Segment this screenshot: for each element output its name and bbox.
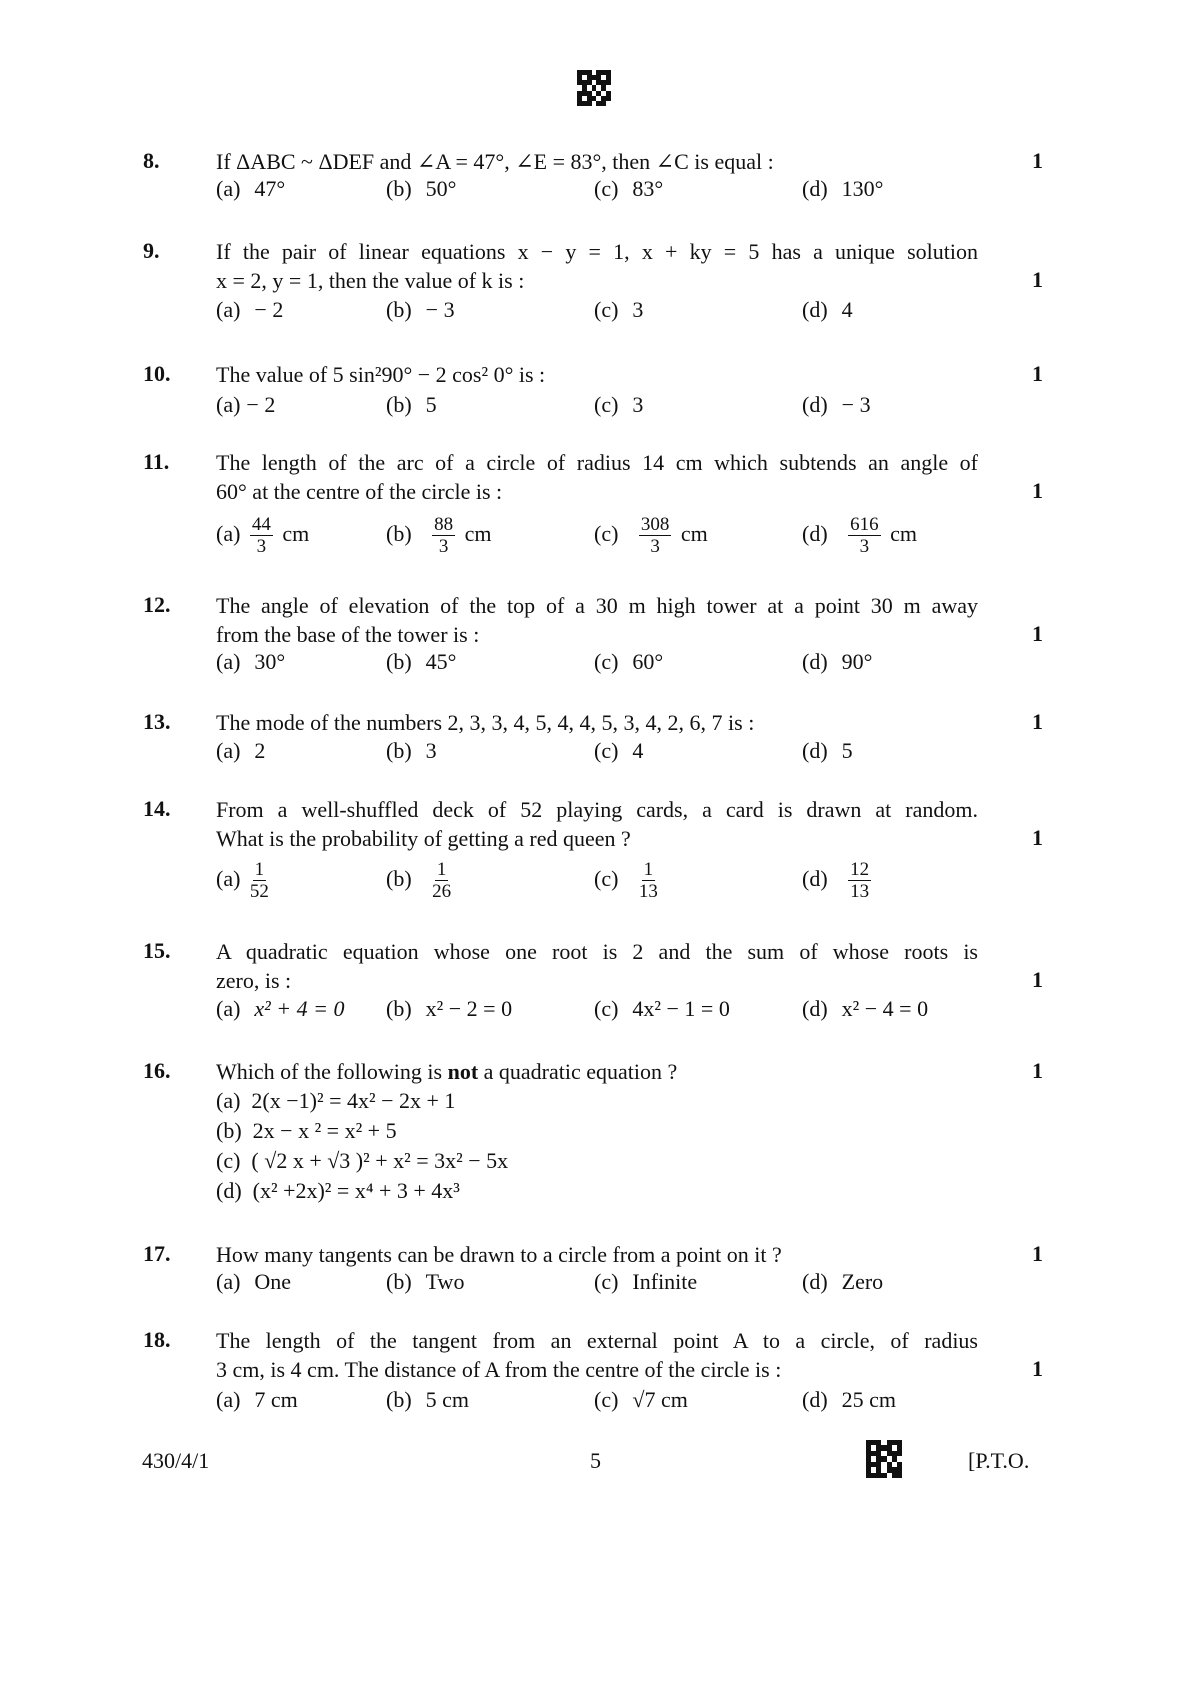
option-a: (a) 30°: [216, 649, 286, 674]
option-b: (b) 2x − x ² = x² + 5: [216, 1118, 397, 1143]
option-c: (c) $\frac{1}{13}$: [594, 859, 658, 903]
question-text-line-1: If the pair of linear equations x − y = 1, x + ky = 5 has a unique solution: [216, 239, 978, 264]
qr-code-bottom: [866, 1440, 902, 1478]
option-c: (c) 4: [594, 738, 644, 763]
option-b: (b) − 3: [386, 297, 455, 322]
fraction: $\frac{44}{3}$: [251, 514, 271, 558]
option-b: (b) $\frac{88}{3}$ cm: [386, 514, 492, 558]
marks: 1: [1032, 1356, 1043, 1381]
option-d: (d) − 3: [802, 392, 871, 417]
option-a: (a) 2: [216, 738, 266, 763]
option-c: (c) 3: [594, 297, 644, 322]
fraction: $\frac{308}{3}$: [640, 514, 670, 558]
question-text-line-2: zero, is :: [216, 968, 292, 993]
options: [216, 296, 976, 326]
fraction: $\frac{1}{52}$: [249, 859, 269, 903]
option-c: (c) ( √2 x + √3 )² + x² = 3x² − 5x: [216, 1148, 509, 1173]
marks: 1: [1032, 967, 1043, 992]
option-a: (a) 2(x −1)² = 4x² − 2x + 1: [216, 1088, 456, 1113]
option-d: (d) 5: [802, 738, 853, 763]
options: [216, 648, 976, 678]
option-d: (d) x² − 4 = 0: [802, 996, 929, 1021]
marks: 1: [1032, 267, 1043, 292]
option-c: (c) √7 cm: [594, 1387, 688, 1412]
option-b: (b) 45°: [386, 649, 457, 674]
question-text: Which of the following is not a quadratic equation ?: [216, 1059, 678, 1084]
option-a: (a) x² + 4 = 0: [216, 996, 345, 1021]
option-c: (c) 3: [594, 392, 644, 417]
marks: 1: [1032, 1241, 1043, 1266]
question-number: 9.: [143, 238, 160, 263]
question-text-line-2: x = 2, y = 1, then the value of k is :: [216, 268, 525, 293]
option-d: (d) Zero: [802, 1269, 884, 1294]
fraction: $\frac{12}{13}$: [850, 859, 870, 903]
option-d: (d) 25 cm: [802, 1387, 897, 1412]
fraction: $\frac{1}{26}$: [432, 859, 452, 903]
option-c: (c) 60°: [594, 649, 664, 674]
marks: 1: [1032, 1058, 1043, 1083]
marks: 1: [1032, 621, 1043, 646]
option-a: (a) 47°: [216, 176, 286, 201]
marks: 1: [1032, 361, 1043, 386]
option-a: (a) − 2: [216, 297, 284, 322]
question-text-line-2: What is the probability of getting a red queen ?: [216, 826, 631, 851]
paper-code: 430/4/1: [142, 1448, 210, 1473]
question-text: If ΔABC ~ ΔDEF and ∠A = 47°, ∠E = 83°, then ∠C is equal :: [216, 149, 774, 174]
marks: 1: [1032, 709, 1043, 734]
question-number: 11.: [143, 449, 170, 474]
question-number: 8.: [143, 148, 160, 173]
question-text-line-1: The angle of elevation of the top of a 30 m high tower at a point 30 m away: [216, 593, 978, 618]
option-b: (b) 5 cm: [386, 1387, 470, 1412]
question-number: 15.: [143, 938, 171, 963]
option-c: (c) $\frac{308}{3}$ cm: [594, 514, 708, 558]
please-turn-over: [P.T.O.: [968, 1448, 1030, 1473]
question-number: 14.: [143, 796, 171, 821]
question-number: 13.: [143, 709, 171, 734]
options: [216, 1268, 976, 1298]
options: [216, 175, 976, 205]
option-d: (d) 90°: [802, 649, 873, 674]
question-number: 17.: [143, 1241, 171, 1266]
fraction: $\frac{616}{3}$: [850, 514, 879, 558]
option-d: (d) $\frac{616}{3}$ cm: [802, 514, 918, 558]
question-number: 18.: [143, 1327, 171, 1352]
option-b: (b) x² − 2 = 0: [386, 996, 513, 1021]
qr-code-top: [577, 70, 611, 106]
option-c: (c) 4x² − 1 = 0: [594, 996, 730, 1021]
option-a: (a) One: [216, 1269, 292, 1294]
question-text-line-2: 3 cm, is 4 cm. The distance of A from the centre of the circle is :: [216, 1357, 782, 1382]
marks: 1: [1032, 148, 1043, 173]
question-text-line-2: from the base of the tower is :: [216, 622, 480, 647]
question-text-line-1: A quadratic equation whose one root is 2 and the sum of whose roots is: [216, 939, 978, 964]
question-text-line-1: The length of the tangent from an external point A to a circle, of radius: [216, 1328, 978, 1353]
option-d: (d) 4: [802, 297, 853, 322]
option-d: (d) $\frac{12}{13}$: [802, 859, 870, 903]
options: [216, 391, 976, 421]
question-text: The value of 5 sin²90° − 2 cos² 0° is :: [216, 362, 546, 387]
marks: 1: [1032, 478, 1043, 503]
option-d: (d) 130°: [802, 176, 884, 201]
page-footer: [0, 1448, 1190, 1478]
option-a: (a) $\frac{1}{52}$: [216, 859, 269, 903]
options: [216, 995, 976, 1025]
question-text: The mode of the numbers 2, 3, 3, 4, 5, 4, 4, 5, 3, 4, 2, 6, 7 is :: [216, 710, 755, 735]
option-b: (b) Two: [386, 1269, 465, 1294]
page-number: 5: [590, 1448, 601, 1473]
options: [216, 737, 976, 767]
question-number: 10.: [143, 361, 171, 386]
question-number: 12.: [143, 592, 171, 617]
question-text-line-1: From a well-shuffled deck of 52 playing cards, a card is drawn at random.: [216, 797, 978, 822]
options: [216, 855, 976, 903]
options: [216, 1386, 976, 1416]
option-a: (a) 7 cm: [216, 1387, 298, 1412]
marks: 1: [1032, 825, 1043, 850]
option-b: (b) $\frac{1}{26}$: [386, 859, 452, 903]
option-a: (a) − 2: [216, 392, 276, 417]
fraction: $\frac{88}{3}$: [434, 514, 454, 558]
option-b: (b) 3: [386, 738, 437, 763]
option-d: (d) (x² +2x)² = x⁴ + 3 + 4x³: [216, 1178, 460, 1203]
option-b: (b) 50°: [386, 176, 457, 201]
fraction: $\frac{1}{13}$: [638, 859, 658, 903]
options: [216, 510, 976, 558]
option-a: (a) $\frac{44}{3}$ cm: [216, 514, 310, 558]
option-b: (b) 5: [386, 392, 437, 417]
option-c: (c) Infinite: [594, 1269, 698, 1294]
question-text-line-1: The length of the arc of a circle of radius 14 cm which subtends an angle of: [216, 450, 978, 475]
option-c: (c) 83°: [594, 176, 664, 201]
question-text-line-2: 60° at the centre of the circle is :: [216, 479, 503, 504]
question-text: How many tangents can be drawn to a circle from a point on it ?: [216, 1242, 782, 1267]
question-number: 16.: [143, 1058, 171, 1083]
